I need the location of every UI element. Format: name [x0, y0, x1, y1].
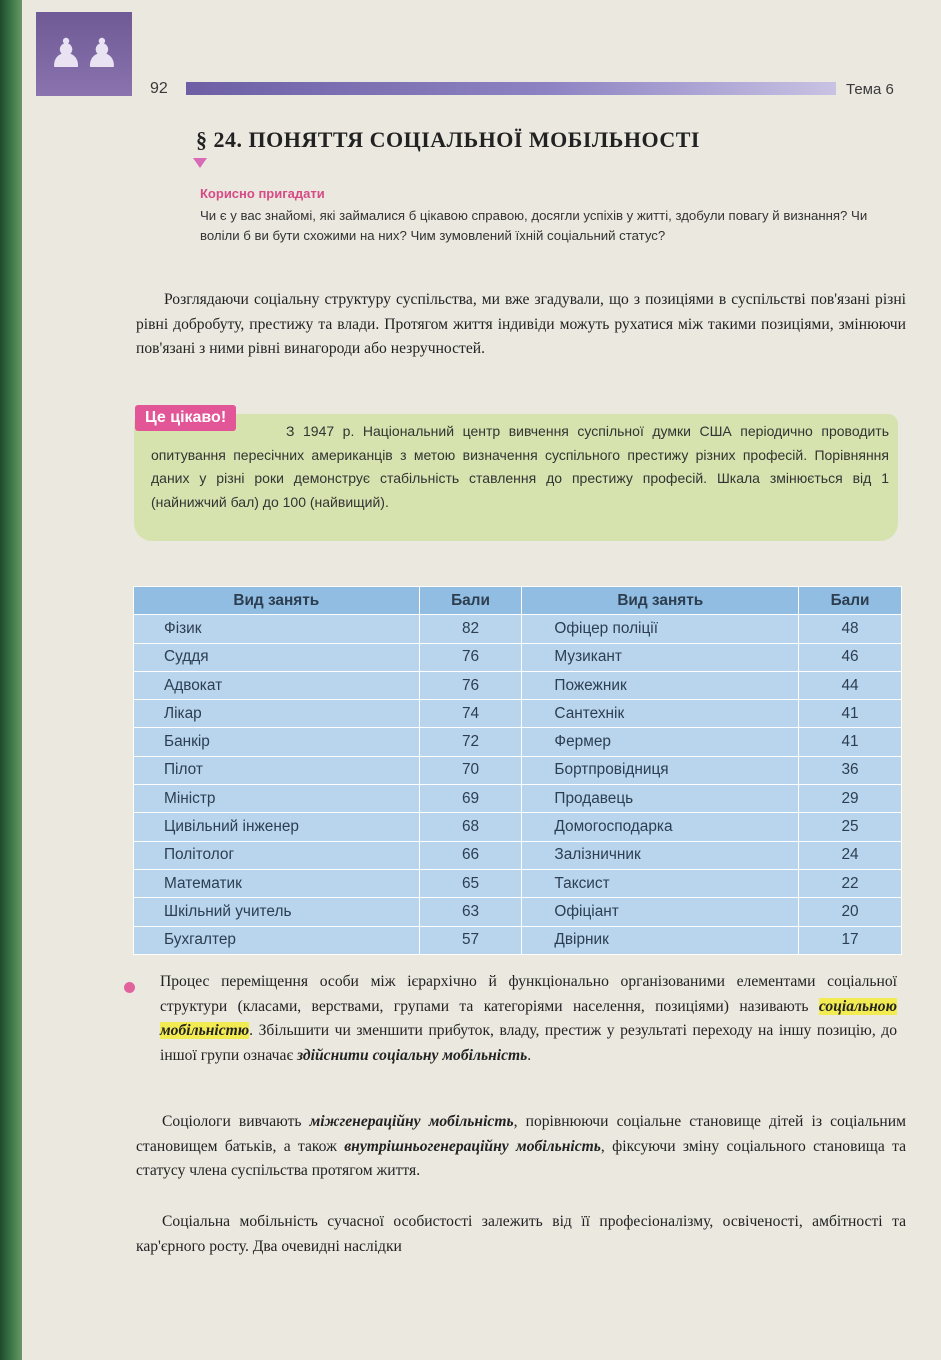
table-row	[134, 756, 902, 784]
table-row	[134, 728, 902, 756]
header-score: Бали	[799, 587, 902, 615]
occupation-cell: Офіціант	[522, 898, 799, 926]
paragraph-text: , порівнюючи соціальне становище дітей із соціальним становищем батьків, а також	[136, 1113, 906, 1155]
occupation-cell: Домогосподарка	[522, 813, 799, 841]
theme-label: Тема 6	[846, 81, 894, 98]
score-cell: 17	[799, 926, 902, 954]
score-cell: 36	[799, 756, 902, 784]
occupation-cell: Суддя	[134, 643, 420, 671]
occupation-cell: Пілот	[134, 756, 420, 784]
highlighted-term: соціальною мобільністю	[160, 997, 897, 1039]
score-cell: 69	[419, 785, 522, 813]
score-cell: 66	[419, 841, 522, 869]
occupation-cell: Музикант	[522, 643, 799, 671]
prestige-table	[133, 586, 902, 955]
occupation-cell: Залізничник	[522, 841, 799, 869]
occupation-cell: Пожежник	[522, 671, 799, 699]
score-cell: 72	[419, 728, 522, 756]
last-paragraph: Соціальна мобільність сучасної особистості залежить від її професіоналізму, освіченості, амбітності та кар'єрного росту. Два очевидні наслідки	[136, 1213, 906, 1255]
definition-text: Процес переміщення особи між ієрархічно й функціонально організованими елементами соціальної структури (класами, верствами, групами та категоріями населення, позиціями) називають	[160, 973, 897, 1015]
page-title: § 24. ПОНЯТТЯ СОЦІАЛЬНОЇ МОБІЛЬНОСТІ	[196, 127, 700, 152]
table-row	[134, 785, 902, 813]
people-group-icon: ♟♟	[48, 32, 120, 76]
score-cell: 76	[419, 671, 522, 699]
italic-term: міжгенераційну мобільність	[309, 1113, 514, 1130]
italic-term: внутрішньогенераційну мобільність	[344, 1137, 601, 1155]
score-cell: 68	[419, 813, 522, 841]
score-cell: 22	[799, 869, 902, 897]
occupation-cell: Шкільний учитель	[134, 898, 420, 926]
recall-heading: Корисно пригадати	[200, 186, 325, 201]
score-cell: 24	[799, 841, 902, 869]
definition-paragraph	[160, 970, 897, 1068]
table-row	[134, 671, 902, 699]
header-occupation: Вид занять	[134, 587, 420, 615]
table-row	[134, 898, 902, 926]
table-row	[134, 813, 902, 841]
table-row	[134, 841, 902, 869]
occupation-cell: Адвокат	[134, 671, 420, 699]
score-cell: 76	[419, 643, 522, 671]
definition-text: .	[527, 1046, 532, 1064]
bullet-icon	[124, 982, 135, 993]
occupation-cell: Математик	[134, 869, 420, 897]
interesting-badge: Це цікаво!	[135, 405, 236, 431]
occupation-cell: Бортпровідниця	[522, 756, 799, 784]
score-cell: 65	[419, 869, 522, 897]
score-cell: 82	[419, 615, 522, 643]
section-logo	[36, 12, 132, 96]
occupation-cell: Фермер	[522, 728, 799, 756]
score-cell: 57	[419, 926, 522, 954]
score-cell: 41	[799, 728, 902, 756]
paragraph-text: , фіксуючи зміну соціального становища та статусу члена суспільства протягом життя.	[136, 1137, 906, 1179]
score-cell: 70	[419, 756, 522, 784]
definition-text: . Збільшити чи зменшити прибуток, владу, престиж у результаті переходу на іншу позицію, до іншої групи означає	[160, 1022, 897, 1064]
intro-paragraph: Розглядаючи соціальну структуру суспільства, ми вже згадували, що з позиціями в суспільстві пов'язані різні рівні добробуту, престижу та влади. Протягом життя індивіди можуть рухатися між такими позиціями, змінюючи пов'язані з ними рівні винагороди або незручностей.	[136, 291, 906, 357]
page-number: 92	[150, 80, 168, 97]
score-cell: 25	[799, 813, 902, 841]
table-row	[134, 869, 902, 897]
sociologists-paragraph	[136, 1110, 906, 1184]
italic-term: здійснити соціальну мобільність	[297, 1046, 528, 1064]
score-cell: 29	[799, 785, 902, 813]
score-cell: 63	[419, 898, 522, 926]
header-bar	[186, 82, 836, 95]
header-occupation: Вид занять	[522, 587, 799, 615]
table-row	[134, 926, 902, 954]
occupation-cell: Таксист	[522, 869, 799, 897]
interesting-text: З 1947 р. Національний центр вивчення суспільної думки США періодично проводить опитування пересічних американців з метою визначення суспільного престижу різних професій. Порівняння даних у різні роки демонструє стабільність ставлення до престижу професій. Шкала змінюється від 1 (найнижчий бал) до 100 (найвищий).	[151, 423, 889, 510]
score-cell: 74	[419, 700, 522, 728]
score-cell: 41	[799, 700, 902, 728]
occupation-cell: Фізик	[134, 615, 420, 643]
occupation-cell: Бухгалтер	[134, 926, 420, 954]
occupation-cell: Офіцер поліції	[522, 615, 799, 643]
occupation-cell: Двірник	[522, 926, 799, 954]
paragraph-text: Соціологи вивчають	[162, 1113, 310, 1130]
recall-text: Чи є у вас знайомі, які займалися б цікавою справою, досягли успіхів у житті, здобули повагу й визнання? Чи воліли б ви бути схожими на них? Чим зумовлений їхній соціальний статус?	[200, 208, 868, 243]
occupation-cell: Цивільний інженер	[134, 813, 420, 841]
title-marker-icon	[193, 158, 207, 168]
table-header-row	[134, 587, 902, 615]
occupation-cell: Політолог	[134, 841, 420, 869]
table-row	[134, 700, 902, 728]
occupation-cell: Продавець	[522, 785, 799, 813]
score-cell: 20	[799, 898, 902, 926]
table-row	[134, 615, 902, 643]
occupation-cell: Лікар	[134, 700, 420, 728]
score-cell: 44	[799, 671, 902, 699]
occupation-cell: Банкір	[134, 728, 420, 756]
table-body	[134, 615, 902, 955]
occupation-cell: Сантехнік	[522, 700, 799, 728]
score-cell: 46	[799, 643, 902, 671]
score-cell: 48	[799, 615, 902, 643]
table-row	[134, 643, 902, 671]
header-score: Бали	[419, 587, 522, 615]
occupation-cell: Міністр	[134, 785, 420, 813]
